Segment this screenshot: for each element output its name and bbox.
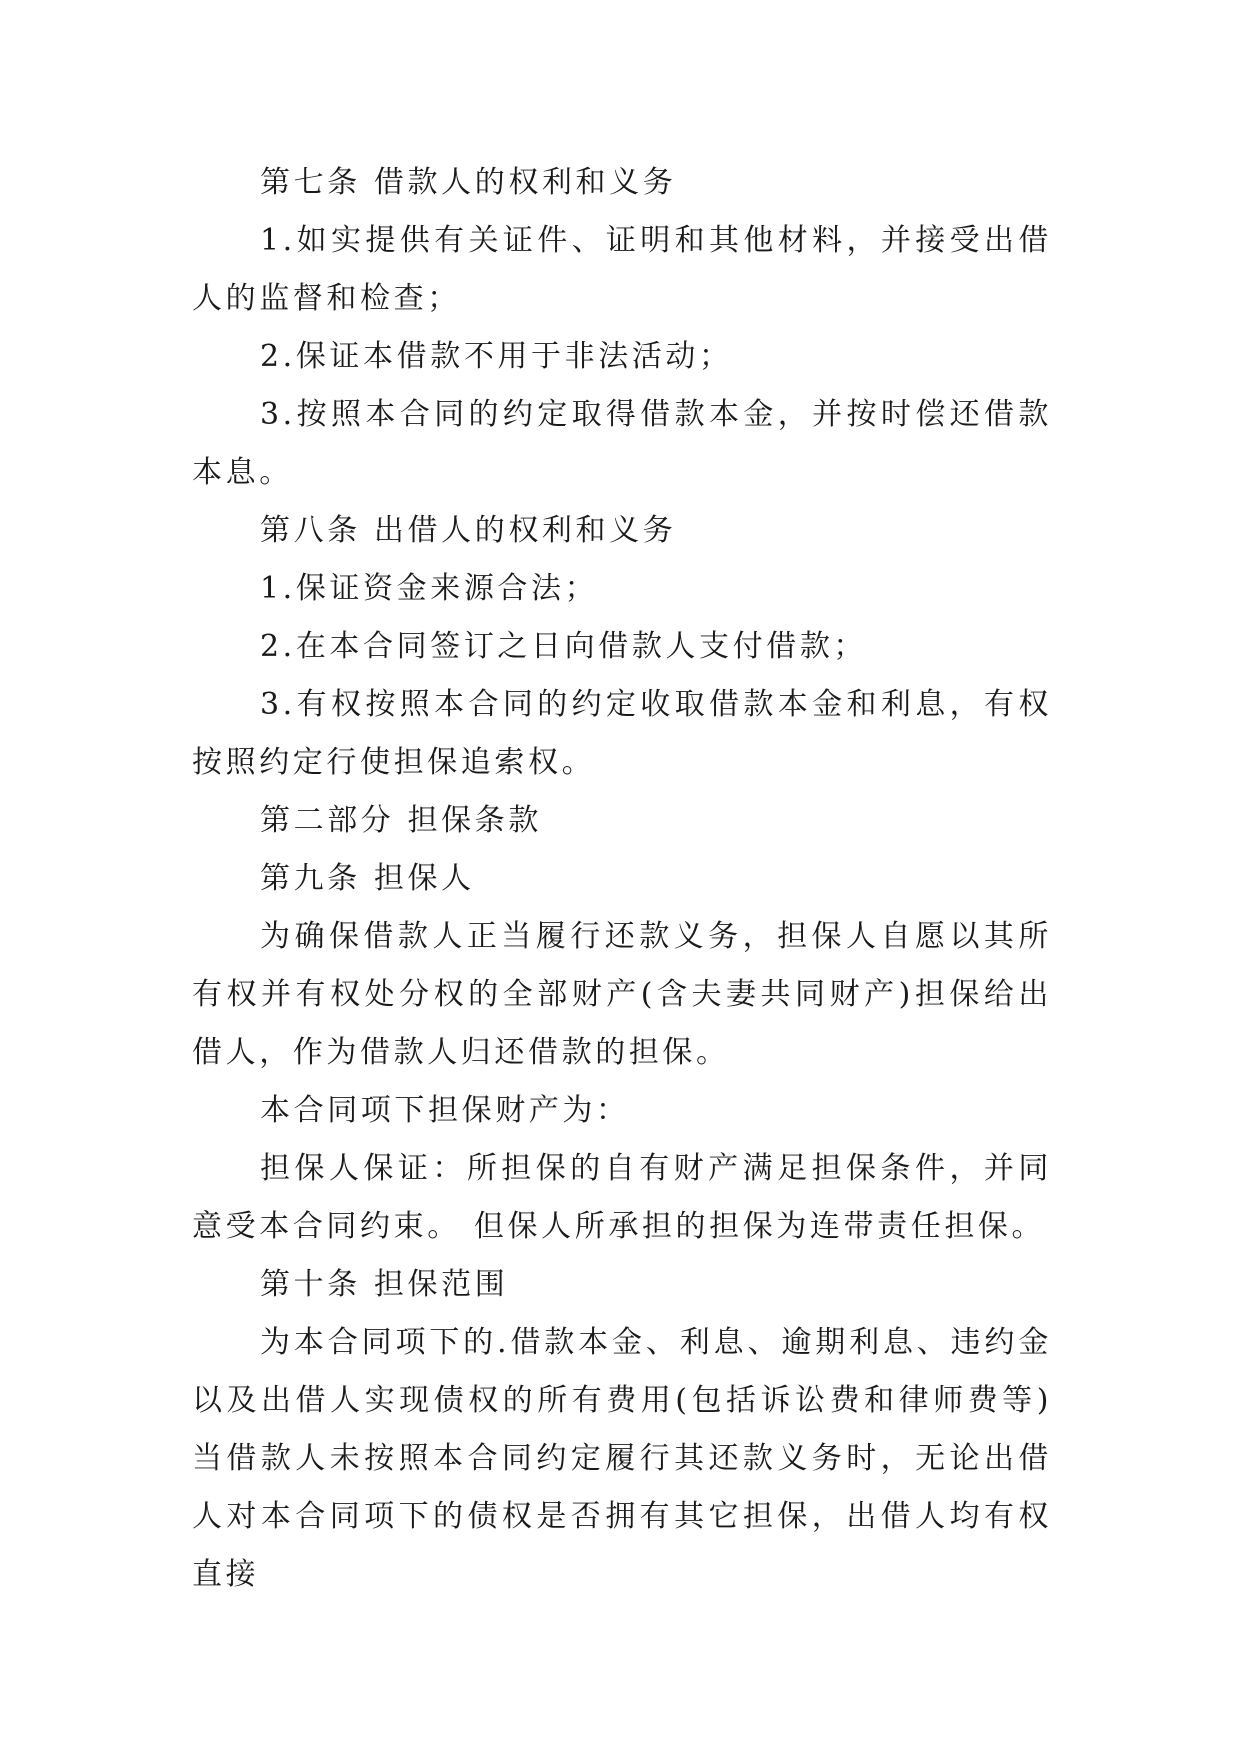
article-8-item-1: 1.保证资金来源合法； — [260, 571, 599, 606]
article-7-heading: 第七条 借款人的权利和义务 — [260, 165, 677, 200]
part-2-heading: 第二部分 担保条款 — [260, 803, 542, 838]
article-10-heading: 第十条 担保范围 — [260, 1267, 509, 1302]
article-9-paragraph-2: 本合同项下担保财产为： — [260, 1093, 630, 1128]
article-9-heading: 第九条 担保人 — [260, 861, 475, 896]
article-7-item-2: 2.保证本借款不用于非法活动； — [260, 339, 733, 374]
article-7-item-3: 3.按照本合同的约定取得借款本金，并按时偿还借款本息。 — [192, 397, 1052, 490]
document-body — [192, 154, 1052, 1604]
article-8-heading: 第八条 出借人的权利和义务 — [260, 513, 677, 548]
article-10-paragraph-1: 为本合同项下的.借款本金、利息、逾期利息、违约金以及出借人实现债权的所有费用(包括诉讼费和律师费等)当借款人未按照本合同约定履行其还款义务时，无论出借人对本合同项下的债权是否拥有其它担保，出借人均有权直接 — [192, 1325, 1052, 1592]
article-8-item-3: 3.有权按照本合同的约定收取借款本金和利息，有权按照约定行使担保追索权。 — [192, 687, 1052, 780]
article-9-paragraph-1: 为确保借款人正当履行还款义务，担保人自愿以其所有权并有权处分权的全部财产(含夫妻共同财产)担保给出借人，作为借款人归还借款的担保。 — [192, 919, 1052, 1070]
article-9-paragraph-3: 担保人保证：所担保的自有财产满足担保条件，并同意受本合同约束。 但保人所承担的担保为连带责任担保。 — [192, 1151, 1052, 1244]
article-8-item-2: 2.在本合同签订之日向借款人支付借款； — [260, 629, 868, 664]
article-7-item-1: 1.如实提供有关证件、证明和其他材料，并接受出借人的监督和检查； — [192, 223, 1052, 316]
